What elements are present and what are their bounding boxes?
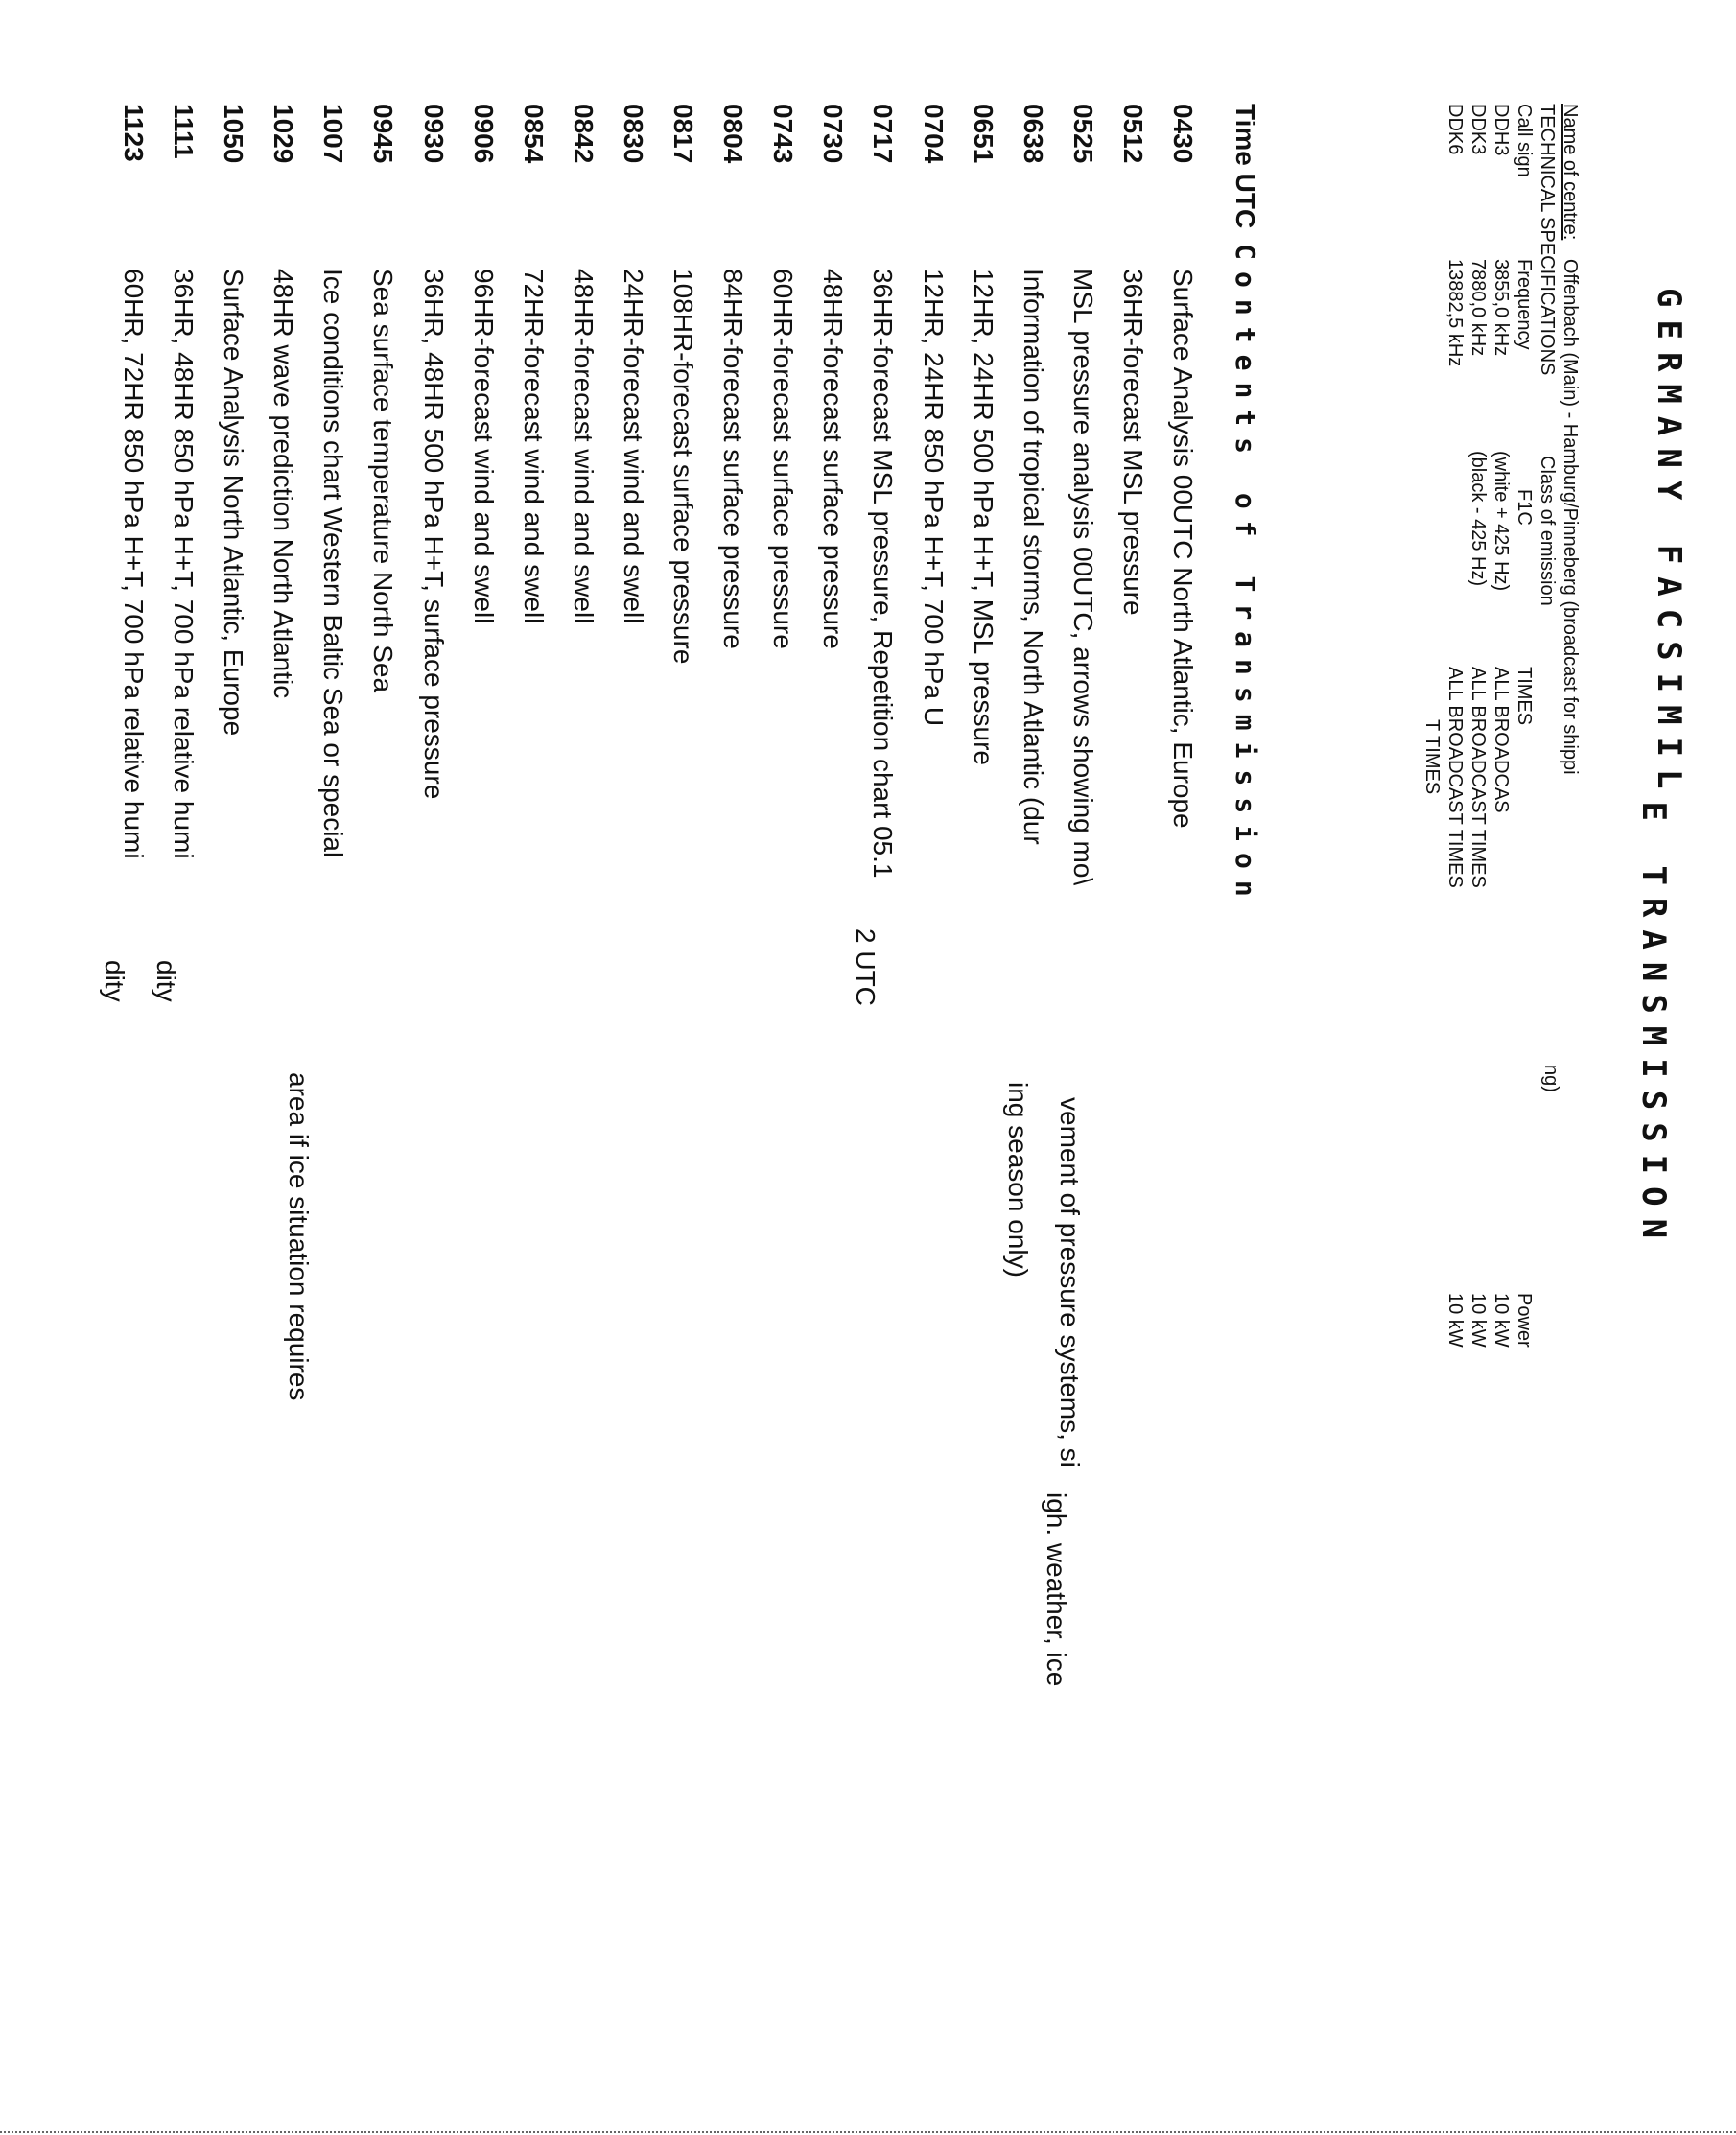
schedule-content-wrap: dity — [100, 960, 130, 1002]
contents-header-label: Contents of Transmission — [1230, 244, 1261, 908]
schedule-content-wrap: 2 UTC — [851, 928, 881, 1006]
station-times: ALL BROADCAST TIMES — [1467, 667, 1489, 888]
schedule-time: 1007 — [318, 104, 349, 164]
schedule-content: 36HR-forecast MSL pressure — [1117, 269, 1148, 616]
station-times-wrap: T TIMES — [1421, 719, 1443, 795]
schedule-content: 48HR wave prediction North Atlantic — [269, 269, 299, 699]
schedule-time: 1050 — [219, 104, 249, 164]
schedule-time: 1029 — [269, 104, 299, 164]
header-frequency: Frequency — [1513, 259, 1535, 350]
title-main: GERMANY FACSIMIL — [1650, 288, 1688, 802]
schedule-content-wrap: ing season only) — [1002, 1082, 1033, 1278]
schedule-content: 12HR, 24HR 850 hPa H+T, 700 hPa U — [918, 269, 949, 727]
schedule-time: 0830 — [618, 104, 648, 164]
centre-label: Name of centre: — [1560, 104, 1581, 241]
schedule-content: 108HR-forecast surface pressure — [669, 269, 699, 665]
schedule-content: 48HR-forecast wind and swell — [568, 269, 598, 624]
station-power: 10 kW — [1490, 1293, 1512, 1348]
schedule-content: 96HR-forecast wind and swell — [468, 269, 499, 624]
contents-header — [1230, 104, 1261, 908]
schedule-time: 0945 — [368, 104, 399, 164]
schedule-content: Ice conditions chart Western Baltic Sea or special — [318, 269, 349, 858]
page-edge-dotted-line — [0, 2131, 1736, 2133]
schedule-time: 0804 — [718, 104, 749, 164]
schedule-content: 24HR-forecast wind and swell — [618, 269, 648, 624]
station-times: ALL BROADCAST TIMES — [1444, 667, 1466, 888]
schedule-time: 0430 — [1168, 104, 1198, 164]
header-times: TIMES — [1513, 667, 1535, 726]
header-class-of-emission: Class of emission — [1537, 456, 1558, 606]
schedule-content: 36HR, 48HR 500 hPa H+T, surface pressure — [418, 269, 449, 800]
schedule-content-wrap: dity — [152, 960, 182, 1002]
station-emission: F1C — [1513, 489, 1535, 526]
station-times: ALL BROADCAS — [1490, 667, 1512, 813]
station-frequency: 3855,0 kHz — [1490, 259, 1512, 357]
header-power: Power — [1513, 1293, 1535, 1348]
schedule-content-wrap: igh. weather, ice — [1041, 1492, 1071, 1687]
station-call-sign: DDK6 — [1444, 104, 1466, 155]
schedule-content: 84HR-forecast surface pressure — [718, 269, 749, 649]
schedule-time: 1111 — [169, 104, 199, 159]
schedule-time: 0512 — [1117, 104, 1148, 164]
schedule-time: 0525 — [1067, 104, 1098, 164]
schedule-time: 0930 — [418, 104, 449, 164]
schedule-time: 0817 — [669, 104, 699, 164]
schedule-content: 36HR-forecast MSL pressure, Repetition chart 05.1 — [868, 269, 899, 879]
schedule-content: MSL pressure analysis 00UTC, arrows showing mo\ — [1067, 269, 1098, 886]
station-call-sign: DDK3 — [1467, 104, 1489, 155]
schedule-content: Surface Analysis North Atlantic, Europe — [219, 269, 249, 737]
schedule-content-wrap: vement of pressure systems, si — [1054, 1097, 1085, 1467]
station-frequency: 13882,5 kHz — [1444, 259, 1466, 367]
header-call-sign: Call sign — [1513, 104, 1535, 177]
station-power: 10 kW — [1467, 1293, 1489, 1348]
schedule-time: 0906 — [468, 104, 499, 164]
schedule-content: Sea surface temperature North Sea — [368, 269, 399, 693]
schedule-time: 0730 — [818, 104, 849, 164]
schedule-content: Surface Analysis 00UTC North Atlantic, Europe — [1168, 269, 1198, 829]
schedule-time: 0854 — [518, 104, 549, 164]
schedule-time: 1123 — [119, 104, 150, 162]
schedule-content: 48HR-forecast surface pressure — [818, 269, 849, 649]
contents-header-time: Time UTC — [1231, 104, 1260, 229]
schedule-content: 72HR-forecast wind and swell — [518, 269, 549, 624]
tech-specs-label: TECHNICAL SPECIFICATIONS — [1537, 104, 1558, 376]
schedule-time: 0717 — [868, 104, 899, 164]
station-emission: (white + 425 Hz) — [1490, 451, 1512, 592]
station-emission: (black - 425 Hz) — [1467, 451, 1489, 587]
schedule-time: 0842 — [568, 104, 598, 164]
schedule-time: 0638 — [1018, 104, 1048, 164]
schedule-time: 0704 — [918, 104, 949, 164]
schedule-content: 12HR, 24HR 500 hPa H+T, MSL pressure — [968, 269, 998, 765]
schedule-content: 60HR-forecast surface pressure — [768, 269, 799, 649]
centre-value-wrap: ng) — [1540, 1065, 1561, 1092]
schedule-content-wrap: area if ice situation requires — [284, 1072, 315, 1401]
schedule-time: 0651 — [968, 104, 998, 164]
schedule-content: 60HR, 72HR 850 hPa H+T, 700 hPa relative humi — [119, 269, 150, 859]
schedule-content: 36HR, 48HR 850 hPa H+T, 700 hPa relative humi — [169, 269, 199, 859]
page-title — [1634, 288, 1688, 1252]
station-frequency: 7880,0 kHz — [1467, 259, 1489, 357]
centre-value: Offenbach (Main) - Hamburg/Pinneberg (broadcast for shippi — [1560, 258, 1581, 775]
schedule-content: Information of tropical storms, North Atlantic (dur — [1018, 269, 1048, 845]
station-call-sign: DDH3 — [1490, 104, 1512, 156]
schedule-time: 0743 — [768, 104, 799, 164]
title-sub: E TRANSMISSION — [1634, 801, 1673, 1252]
station-power: 10 kW — [1444, 1293, 1466, 1348]
